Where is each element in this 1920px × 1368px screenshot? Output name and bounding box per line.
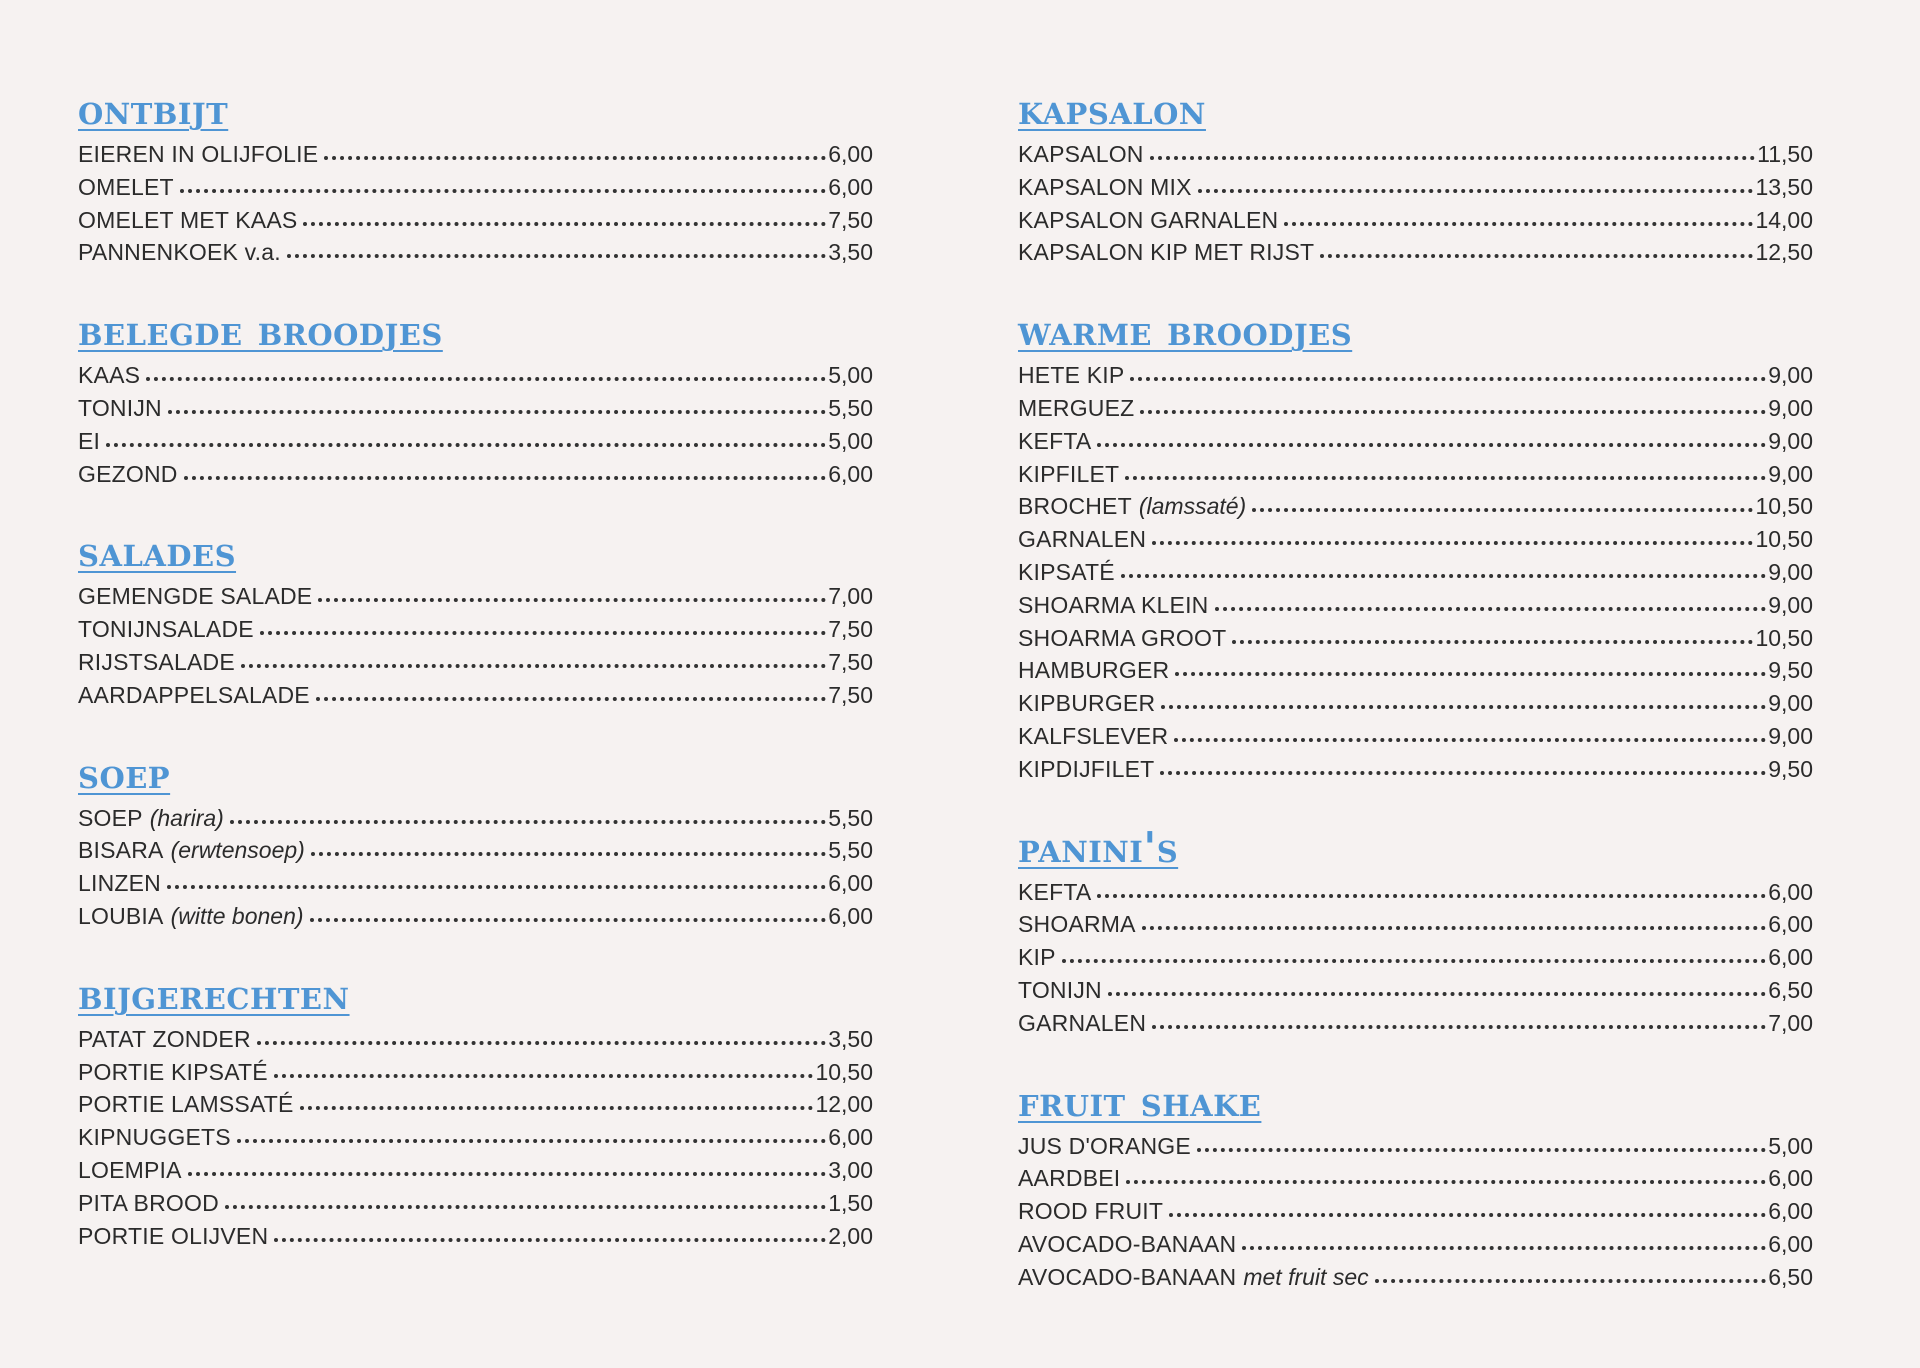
menu-item [78, 392, 873, 425]
item-name: KIPFILET [1018, 460, 1120, 487]
menu-item [1018, 392, 1813, 425]
menu-item [1018, 687, 1813, 720]
item-price: 5,00 [828, 427, 873, 454]
item-name: EIEREN IN OLIJFOLIE [78, 141, 319, 167]
dot-leader [1140, 410, 1766, 414]
item-name: ROOD FRUIT [1018, 1198, 1164, 1225]
dot-leader [287, 254, 826, 258]
dot-leader [274, 1238, 826, 1242]
item-name: LOUBIA [78, 902, 164, 929]
item-name: PORTIE LAMSSATÉ [78, 1091, 294, 1118]
menu-item [1018, 523, 1813, 556]
dot-leader [1320, 254, 1753, 258]
item-price: 10,50 [1755, 624, 1813, 651]
dot-leader [1252, 508, 1753, 512]
menu-item [78, 1056, 873, 1089]
menu-item [78, 679, 873, 712]
dot-leader [318, 598, 826, 602]
menu-item [78, 1187, 873, 1220]
menu-item [1018, 490, 1813, 523]
item-name: AARDAPPELSALADE [78, 681, 310, 708]
item-name: AARDBEI [1018, 1165, 1121, 1192]
menu-item [78, 1088, 873, 1121]
menu-item [78, 802, 873, 835]
item-price: 6,00 [828, 1124, 873, 1151]
menu-item [1018, 1007, 1813, 1040]
dot-leader [1160, 771, 1766, 775]
item-name: TONIJNSALADE [78, 616, 254, 643]
dot-leader [1197, 1148, 1766, 1152]
section-title: warme broodjes [1018, 306, 1353, 356]
item-name: KIPNUGGETS [78, 1124, 231, 1151]
item-name: AVOCADO-BANAAN [1018, 1230, 1237, 1257]
dot-leader [180, 189, 826, 193]
item-price: 1,50 [828, 1189, 873, 1216]
item-name: OMELET [78, 173, 174, 200]
dot-leader [1175, 672, 1766, 676]
dot-leader [311, 852, 826, 856]
item-note: met fruit sec [1243, 1263, 1369, 1290]
item-price: 7,00 [828, 583, 873, 610]
menu-item [1018, 1195, 1813, 1228]
item-price: 7,50 [828, 616, 873, 643]
menu-section-soep [78, 750, 873, 933]
menu-item-list [1018, 359, 1813, 785]
dot-leader [106, 443, 826, 447]
menu-item [1018, 1261, 1813, 1294]
dot-leader [1375, 1279, 1767, 1283]
item-name: HETE KIP [1018, 362, 1125, 389]
dot-leader [168, 410, 826, 414]
menu-item [1018, 236, 1813, 269]
menu-section-panini-s [1018, 824, 1813, 1040]
menu-item-list [78, 802, 873, 933]
menu-section-ontbijt [78, 86, 873, 269]
item-price: 9,00 [1768, 690, 1813, 717]
dot-leader [1125, 476, 1766, 480]
dot-leader [1108, 992, 1766, 996]
item-name: KAPSALON KIP MET RIJST [1018, 239, 1315, 266]
item-note: (harira) [149, 804, 224, 831]
menu-item [1018, 589, 1813, 622]
item-price: 6,00 [1768, 1165, 1813, 1192]
item-name: BISARA [78, 837, 164, 864]
menu-item-list [1018, 1130, 1813, 1294]
item-price: 3,50 [828, 1025, 873, 1052]
item-price: 7,00 [1768, 1009, 1813, 1036]
menu-section-salades [78, 528, 873, 711]
item-price: 5,50 [828, 394, 873, 421]
item-price: 7,50 [828, 681, 873, 708]
item-price: 3,00 [828, 1156, 873, 1183]
section-title: soep [78, 748, 171, 798]
item-price: 9,00 [1768, 362, 1813, 389]
menu-item [1018, 425, 1813, 458]
menu-section-bijgerechten [78, 971, 873, 1253]
menu-item [1018, 654, 1813, 687]
menu-item [1018, 359, 1813, 392]
dot-leader [1097, 443, 1766, 447]
menu-item-list [1018, 876, 1813, 1040]
item-price: 9,00 [1768, 394, 1813, 421]
item-name: SOEP [78, 804, 143, 831]
item-name: OMELET MET KAAS [78, 206, 298, 233]
menu-item [78, 867, 873, 900]
item-price: 9,00 [1768, 591, 1813, 618]
menu-section-kapsalon [1018, 86, 1813, 269]
menu-item [1018, 622, 1813, 655]
item-price: 14,00 [1755, 206, 1813, 233]
section-title: ontbijt [78, 85, 229, 134]
menu-item-list [78, 138, 873, 269]
item-price: 6,00 [828, 902, 873, 929]
item-price: 6,50 [1768, 976, 1813, 1003]
menu-item [1018, 1130, 1813, 1163]
item-price: 9,00 [1768, 460, 1813, 487]
section-title: bijgerechten [78, 969, 350, 1019]
menu-item [78, 1154, 873, 1187]
item-name: JUS D'ORANGE [1018, 1132, 1191, 1159]
menu-item [1018, 974, 1813, 1007]
item-price: 9,50 [1768, 755, 1813, 782]
item-name: BROCHET [1018, 493, 1132, 520]
item-price: 5,00 [1768, 1132, 1813, 1159]
item-price: 6,00 [828, 173, 873, 200]
item-price: 10,50 [815, 1058, 873, 1085]
menu-item [1018, 753, 1813, 786]
menu-item [78, 236, 873, 269]
section-title: belegde broodjes [78, 306, 443, 356]
menu-item [78, 1023, 873, 1056]
item-price: 9,00 [1768, 722, 1813, 749]
menu-item [78, 425, 873, 458]
menu-item [78, 1121, 873, 1154]
item-price: 9,00 [1768, 558, 1813, 585]
menu-item [78, 171, 873, 204]
dot-leader [1121, 574, 1766, 578]
item-name: HAMBURGER [1018, 657, 1170, 684]
item-price: 10,50 [1755, 493, 1813, 520]
item-name: LINZEN [78, 870, 161, 897]
dot-leader [303, 222, 826, 226]
menu-column-right [1018, 86, 1813, 1294]
menu-item [1018, 204, 1813, 237]
menu-item [1018, 1228, 1813, 1261]
dot-leader [1062, 959, 1767, 963]
section-title: panini's [1018, 822, 1179, 872]
item-price: 6,00 [1768, 911, 1813, 938]
item-name: SHOARMA [1018, 911, 1136, 938]
menu-item [1018, 171, 1813, 204]
menu-item [1018, 941, 1813, 974]
menu-item [1018, 556, 1813, 589]
item-name: GARNALEN [1018, 526, 1147, 553]
item-name: KAPSALON GARNALEN [1018, 206, 1279, 233]
section-title: fruit shake [1018, 1076, 1262, 1126]
dot-leader [1142, 926, 1767, 930]
menu-item [78, 834, 873, 867]
item-name: KAPSALON MIX [1018, 173, 1192, 200]
item-note: (erwtensoep) [170, 837, 305, 864]
item-price: 6,00 [1768, 1230, 1813, 1257]
item-name: KAAS [78, 362, 141, 389]
item-price: 13,50 [1755, 173, 1813, 200]
item-name: KEFTA [1018, 427, 1092, 454]
item-name: MERGUEZ [1018, 394, 1135, 421]
item-name: PORTIE OLIJVEN [78, 1222, 269, 1249]
item-name: KEFTA [1018, 878, 1092, 905]
item-name: KAPSALON [1018, 141, 1144, 167]
item-price: 9,00 [1768, 427, 1813, 454]
item-name: RIJSTSALADE [78, 648, 235, 675]
menu-item [78, 138, 873, 171]
menu-item [1018, 458, 1813, 491]
menu-item [78, 1220, 873, 1253]
item-note: (witte bonen) [170, 902, 304, 929]
section-title: kapsalon [1018, 85, 1206, 134]
menu-item [1018, 138, 1813, 171]
item-name: PANNENKOEK v.a. [78, 239, 281, 266]
dot-leader [241, 664, 826, 668]
item-name: KIPDIJFILET [1018, 755, 1155, 782]
item-price: 7,50 [828, 206, 873, 233]
item-name: GARNALEN [1018, 1009, 1147, 1036]
item-name: KIPSATÉ [1018, 558, 1115, 585]
menu-item [1018, 908, 1813, 941]
item-price: 6,00 [1768, 944, 1813, 971]
item-price: 3,50 [828, 239, 873, 266]
dot-leader [310, 918, 827, 922]
item-price: 2,00 [828, 1222, 873, 1249]
menu-item [1018, 720, 1813, 753]
dot-leader [324, 156, 826, 160]
dot-leader [1284, 222, 1753, 226]
menu-item-list [78, 580, 873, 711]
item-name: KIP [1018, 944, 1056, 971]
dot-leader [1130, 377, 1766, 381]
item-name: LOEMPIA [78, 1156, 182, 1183]
item-price: 6,00 [828, 870, 873, 897]
dot-leader [1161, 705, 1766, 709]
menu-item-list [78, 1023, 873, 1253]
item-price: 6,50 [1768, 1263, 1813, 1290]
item-name: TONIJN [1018, 976, 1102, 1003]
dot-leader [1215, 607, 1767, 611]
item-name: EI [78, 427, 101, 454]
section-title: salades [78, 527, 237, 577]
dot-leader [237, 1139, 826, 1143]
dot-leader [230, 820, 826, 824]
menu-section-fruit-shake [1018, 1078, 1813, 1294]
dot-leader [225, 1205, 826, 1209]
item-price: 10,50 [1755, 526, 1813, 553]
menu-item [78, 613, 873, 646]
item-name: KIPBURGER [1018, 690, 1156, 717]
item-name: GEZOND [78, 460, 178, 487]
menu-column-left [78, 86, 873, 1252]
menu-item [1018, 876, 1813, 909]
item-name: PORTIE KIPSATÉ [78, 1058, 268, 1085]
item-name: PATAT ZONDER [78, 1025, 251, 1052]
dot-leader [274, 1074, 814, 1078]
menu-item-list [1018, 138, 1813, 269]
item-price: 12,00 [815, 1091, 873, 1118]
dot-leader [184, 476, 827, 480]
menu-item [1018, 1162, 1813, 1195]
item-price: 5,00 [828, 362, 873, 389]
menu-section-warme-broodjes [1018, 307, 1813, 785]
dot-leader [1242, 1246, 1766, 1250]
dot-leader [1174, 738, 1766, 742]
item-price: 6,00 [1768, 878, 1813, 905]
menu-section-belegde-broodjes [78, 307, 873, 490]
dot-leader [1097, 894, 1766, 898]
item-price: 7,50 [828, 648, 873, 675]
dot-leader [146, 377, 826, 381]
item-name: GEMENGDE SALADE [78, 583, 313, 610]
dot-leader [188, 1172, 827, 1176]
item-price: 11,50 [1757, 141, 1813, 167]
dot-leader [167, 885, 826, 889]
menu-item [78, 646, 873, 679]
dot-leader [1126, 1180, 1766, 1184]
item-name: PITA BROOD [78, 1189, 219, 1216]
item-price: 9,50 [1768, 657, 1813, 684]
dot-leader [1152, 1025, 1766, 1029]
menu-item [78, 458, 873, 491]
item-name: KALFSLEVER [1018, 722, 1169, 749]
dot-leader [260, 631, 826, 635]
item-name: TONIJN [78, 394, 162, 421]
item-price: 6,00 [828, 460, 873, 487]
dot-leader [1198, 189, 1754, 193]
menu-item-list [78, 359, 873, 490]
item-note: (lamssaté) [1138, 493, 1247, 520]
menu-item [78, 359, 873, 392]
dot-leader [1150, 156, 1756, 160]
item-name: SHOARMA KLEIN [1018, 591, 1209, 618]
menu-item [78, 204, 873, 237]
item-name: SHOARMA GROOT [1018, 624, 1227, 651]
dot-leader [1232, 640, 1753, 644]
item-price: 12,50 [1755, 239, 1813, 266]
item-price: 6,00 [1768, 1198, 1813, 1225]
dot-leader [300, 1106, 814, 1110]
item-price: 5,50 [828, 837, 873, 864]
dot-leader [257, 1041, 826, 1045]
menu-item [78, 900, 873, 933]
item-name: AVOCADO-BANAAN [1018, 1263, 1237, 1290]
item-price: 5,50 [828, 804, 873, 831]
item-price: 6,00 [828, 141, 873, 167]
dot-leader [1152, 541, 1753, 545]
menu-item [78, 580, 873, 613]
dot-leader [316, 697, 826, 701]
dot-leader [1169, 1213, 1766, 1217]
